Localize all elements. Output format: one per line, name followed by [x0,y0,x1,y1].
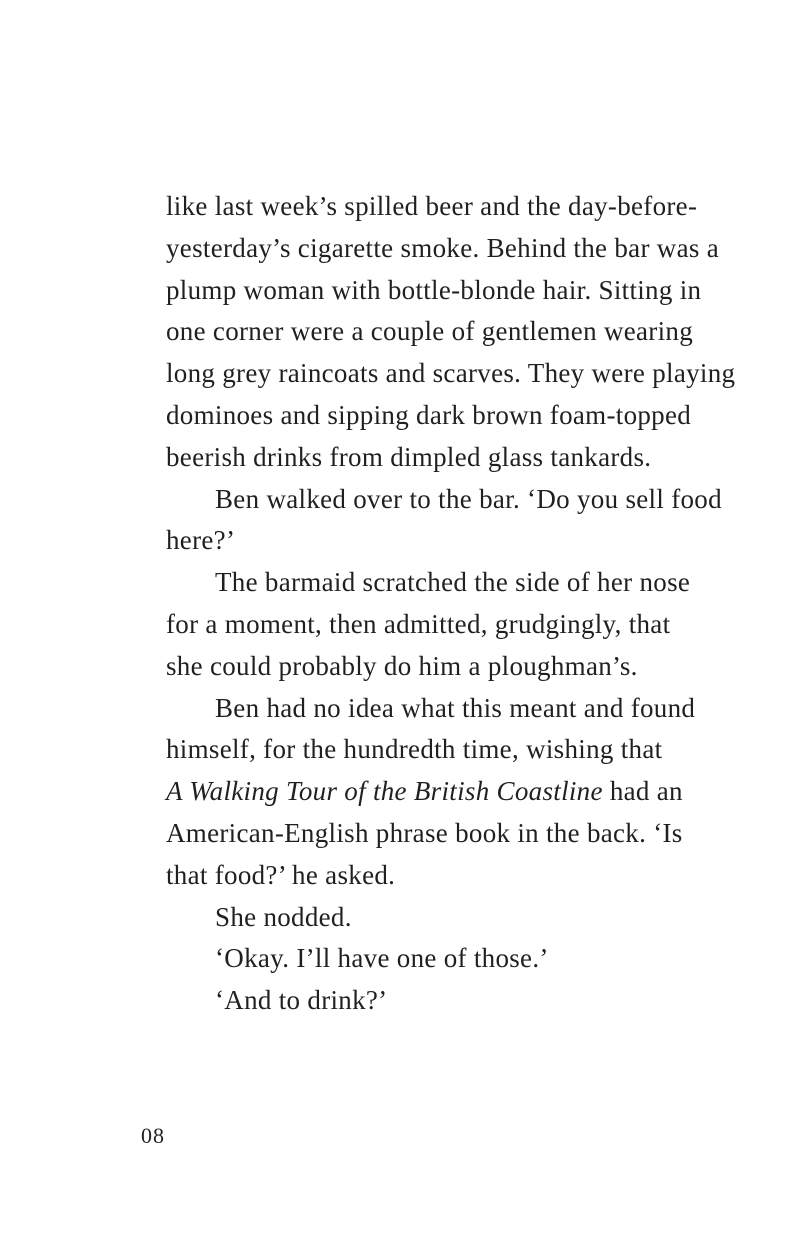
text-line: plump woman with bottle-blonde hair. Sitting in [166,274,702,305]
text-line: dominoes and sipping dark brown foam-topped [166,399,692,430]
text-line: himself, for the hundredth time, wishing that [166,734,663,765]
text-line: Ben had no idea what this meant and found [215,692,696,723]
text-line: long grey raincoats and scarves. They were playing [166,358,736,389]
book-title: A Walking Tour of the British Coastline [166,776,603,807]
page-number: 08 [141,1123,165,1148]
text-line: like last week’s spilled beer and the day-before- [166,191,698,221]
text-line: beerish drinks from dimpled glass tankards. [166,441,652,472]
text-line: American-English phrase book in the back. ‘Is [166,817,683,848]
body-text [166,186,736,1022]
text-line: ‘And to drink?’ [215,985,388,1016]
text-line: The barmaid scratched the side of her nose [215,567,691,598]
text-line: Ben walked over to the bar. ‘Do you sell food [215,483,722,514]
text-line: she could probably do him a ploughman’s. [166,650,638,681]
text-line: She nodded. [215,901,352,932]
text-line: for a moment, then admitted, grudgingly, that [166,608,671,639]
text-fragment: had an [609,776,683,807]
text-line: here?’ [166,525,236,556]
text-line: ‘Okay. I’ll have one of those.’ [215,943,549,974]
text-line: that food?’ he asked. [166,859,396,890]
text-line: yesterday’s cigarette smoke. Behind the bar was a [166,232,720,263]
text-line-with-title [166,771,706,813]
text-line: one corner were a couple of gentlemen wearing [166,316,694,347]
